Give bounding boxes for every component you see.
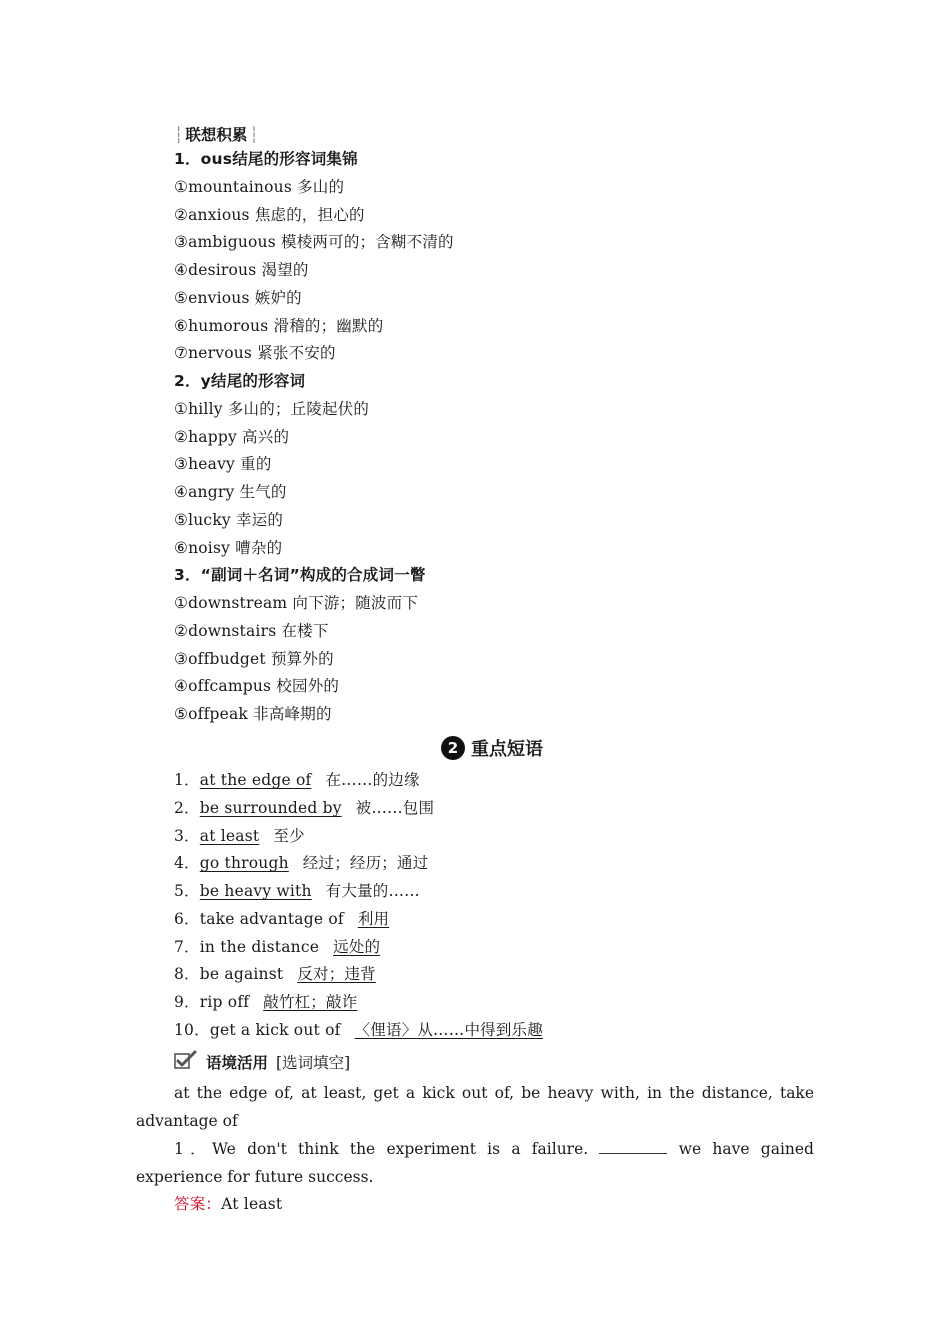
phrase-number: 3． <box>174 827 200 845</box>
section-heading-key-phrases <box>441 735 543 761</box>
phrase-row <box>174 964 376 984</box>
list-item: ④angry 生气的 <box>174 483 287 501</box>
list-item: ②happy 高兴的 <box>174 428 290 446</box>
phrase-english: be against <box>199 965 284 983</box>
list-item: ①downstream 向下游；随波而下 <box>174 594 419 612</box>
phrase-english: be heavy with <box>199 882 312 900</box>
phrase-row <box>174 881 420 901</box>
phrase-number: 10． <box>174 1021 210 1039</box>
phrase-number: 5． <box>174 882 200 900</box>
phrase-number: 9． <box>174 993 200 1011</box>
group-heading-y: 2．y结尾的形容词 <box>174 372 306 390</box>
list-item: ①hilly 多山的；丘陵起伏的 <box>174 400 370 418</box>
list-item: ⑤envious 嫉妒的 <box>174 289 302 307</box>
phrase-chinese: 经过；经历；通过 <box>302 854 429 872</box>
phrase-chinese: 〈俚语〉从……中得到乐趣 <box>354 1021 543 1039</box>
question-1-before: 1．We don't think the experiment is a failure. <box>174 1140 589 1158</box>
phrase-row <box>174 909 389 929</box>
phrase-chinese: 至少 <box>273 827 305 845</box>
list-item: ⑦nervous 紧张不安的 <box>174 344 336 362</box>
phrase-english: rip off <box>199 993 250 1011</box>
phrase-english: at least <box>199 827 260 845</box>
list-item: ③offbudget 预算外的 <box>174 650 334 668</box>
checkmark-pencil-icon <box>174 1050 198 1074</box>
phrase-chinese: 反对；违背 <box>297 965 376 983</box>
list-item: ③ambiguous 模棱两可的；含糊不清的 <box>174 233 454 251</box>
phrase-row <box>174 770 420 790</box>
phrase-row <box>174 826 305 846</box>
phrase-chinese: 利用 <box>357 910 390 928</box>
phrase-number: 4． <box>174 854 200 872</box>
phrase-number: 1． <box>174 771 200 789</box>
list-item: ①mountainous 多山的 <box>174 178 345 196</box>
phrase-row <box>174 1020 543 1040</box>
practice-label: 语境活用 <box>206 1054 269 1072</box>
word-bank: at the edge of, at least, get a kick out of, be heavy with, in the distance, take advantage of <box>136 1084 814 1130</box>
list-item: ⑤lucky 幸运的 <box>174 511 284 529</box>
phrase-english: go through <box>199 854 289 872</box>
phrase-row <box>174 937 380 957</box>
phrase-row <box>174 798 434 818</box>
section-title-text: 联想积累 <box>185 126 248 144</box>
practice-instruction: [选词填空] <box>276 1054 351 1072</box>
phrase-english: at the edge of <box>199 771 312 789</box>
phrase-chinese: 被……包围 <box>355 799 435 817</box>
section-number-badge: 2 <box>441 736 465 760</box>
phrase-chinese: 敲竹杠；敲诈 <box>263 993 358 1011</box>
answer-line <box>174 1194 282 1214</box>
title-right-bar: ┆ <box>249 126 259 144</box>
list-item: ③heavy 重的 <box>174 455 272 473</box>
phrase-english: be surrounded by <box>199 799 342 817</box>
section-title-associations <box>172 125 261 145</box>
practice-header <box>174 1050 350 1074</box>
answer-label: 答案： <box>174 1195 222 1213</box>
answer-text: At least <box>221 1195 283 1213</box>
list-item: ④offcampus 校园外的 <box>174 677 340 695</box>
phrase-number: 7． <box>174 938 200 956</box>
phrase-number: 2． <box>174 799 200 817</box>
phrase-english: get a kick out of <box>209 1021 341 1039</box>
list-item: ④desirous 渴望的 <box>174 261 309 279</box>
phrase-chinese: 远处的 <box>333 938 381 956</box>
list-item: ⑤offpeak 非高峰期的 <box>174 705 332 723</box>
phrase-chinese: 在……的边缘 <box>325 771 420 789</box>
group-heading-compound: 3．“副词＋名词”构成的合成词一瞥 <box>174 566 426 584</box>
section-heading-text: 重点短语 <box>471 739 543 760</box>
question-1 <box>136 1135 814 1191</box>
title-left-bar: ┆ <box>174 126 184 144</box>
list-item: ⑥noisy 嘈杂的 <box>174 539 283 557</box>
question-1-after: we have gained experience for future success. <box>136 1140 814 1186</box>
list-item: ②anxious 焦虑的，担心的 <box>174 206 365 224</box>
phrase-number: 8． <box>174 965 200 983</box>
list-item: ②downstairs 在楼下 <box>174 622 329 640</box>
phrase-chinese: 有大量的…… <box>325 882 420 900</box>
phrase-english: take advantage of <box>199 910 344 928</box>
answer-blank <box>599 1139 667 1154</box>
phrase-row <box>174 853 428 873</box>
list-item: ⑥humorous 滑稽的；幽默的 <box>174 317 384 335</box>
phrase-number: 6． <box>174 910 200 928</box>
group-heading-ous: 1．ous结尾的形容词集锦 <box>174 150 358 168</box>
phrase-english: in the distance <box>199 938 320 956</box>
phrase-row <box>174 992 357 1012</box>
